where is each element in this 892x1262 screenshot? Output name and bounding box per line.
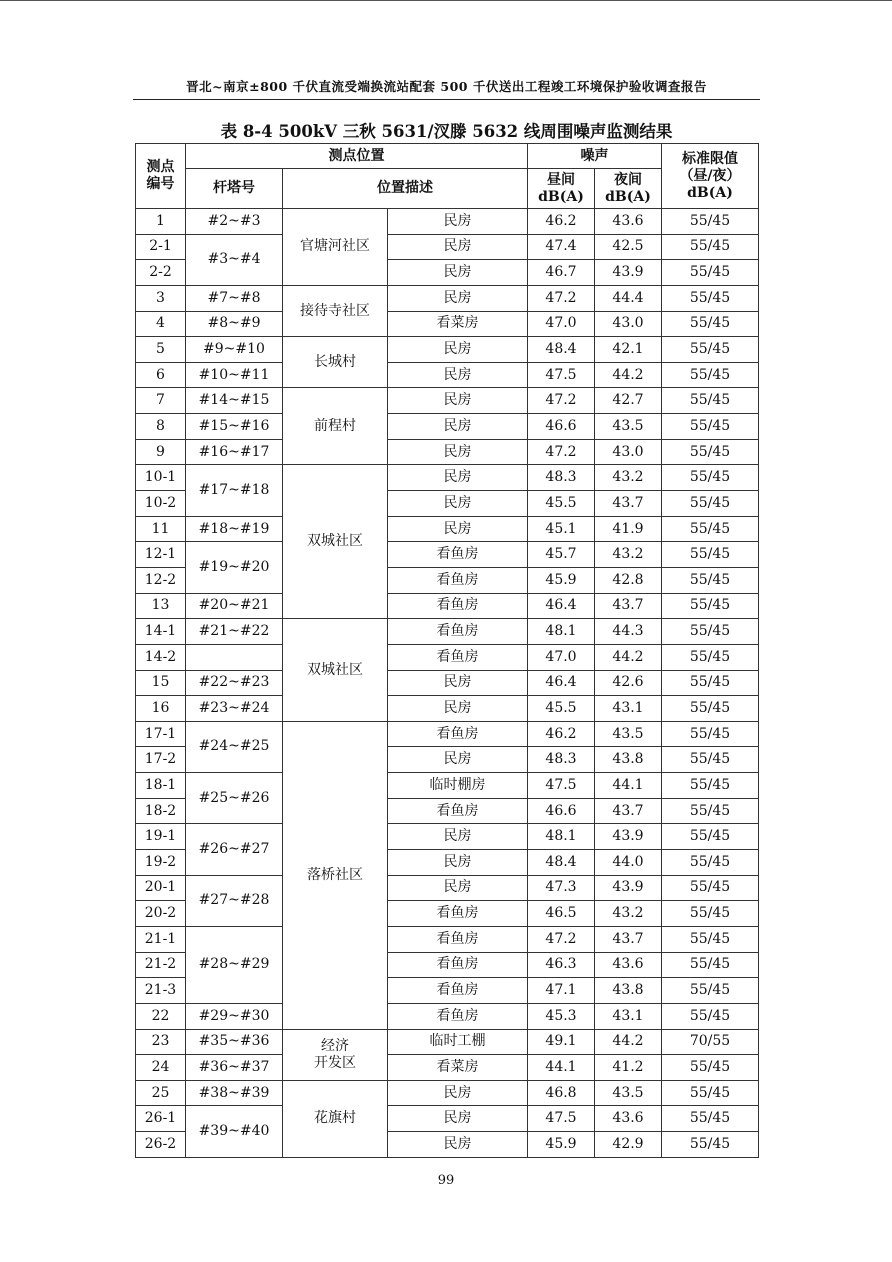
header-night: 夜间 dB(A) xyxy=(595,169,662,209)
day-noise-cell: 45.9 xyxy=(528,567,595,593)
limit-cell: 55/45 xyxy=(662,593,759,619)
point-id-cell: 15 xyxy=(136,670,186,696)
point-id-cell: 21-2 xyxy=(136,952,186,978)
limit-cell: 55/45 xyxy=(662,260,759,286)
tower-cell: #26~#27 xyxy=(186,824,283,875)
night-noise-cell: 44.3 xyxy=(595,619,662,645)
night-noise-cell: 42.1 xyxy=(595,337,662,363)
tower-cell: #21~#22 xyxy=(186,619,283,645)
header-rule xyxy=(133,99,760,100)
area-cell: 官塘河社区 xyxy=(283,209,388,286)
description-cell: 民房 xyxy=(388,465,528,491)
point-id-cell: 12-2 xyxy=(136,567,186,593)
day-noise-cell: 47.5 xyxy=(528,1106,595,1132)
day-noise-cell: 47.0 xyxy=(528,311,595,337)
description-cell: 民房 xyxy=(388,414,528,440)
description-cell: 民房 xyxy=(388,491,528,517)
night-noise-cell: 44.2 xyxy=(595,362,662,388)
point-id-cell: 8 xyxy=(136,414,186,440)
description-cell: 民房 xyxy=(388,875,528,901)
area-cell: 经济 开发区 xyxy=(283,1029,388,1080)
table-row xyxy=(136,516,759,542)
table-row xyxy=(136,285,759,311)
night-noise-cell: 43.6 xyxy=(595,1106,662,1132)
limit-cell: 55/45 xyxy=(662,567,759,593)
tower-cell: #2~#3 xyxy=(186,209,283,235)
night-noise-cell: 42.5 xyxy=(595,234,662,260)
tower-cell: #28~#29 xyxy=(186,926,283,1003)
point-id-cell: 18-2 xyxy=(136,798,186,824)
limit-cell: 55/45 xyxy=(662,491,759,517)
day-noise-cell: 45.1 xyxy=(528,516,595,542)
area-cell: 接待寺社区 xyxy=(283,285,388,336)
point-id-cell: 17-1 xyxy=(136,721,186,747)
description-cell: 民房 xyxy=(388,1132,528,1158)
night-noise-cell: 44.4 xyxy=(595,285,662,311)
point-id-cell: 10-2 xyxy=(136,491,186,517)
table-row xyxy=(136,388,759,414)
limit-cell: 55/45 xyxy=(662,824,759,850)
day-noise-cell: 47.2 xyxy=(528,439,595,465)
point-id-cell: 11 xyxy=(136,516,186,542)
point-id-cell: 1 xyxy=(136,209,186,235)
day-noise-cell: 48.3 xyxy=(528,747,595,773)
description-cell: 民房 xyxy=(388,285,528,311)
day-noise-cell: 45.5 xyxy=(528,491,595,517)
night-noise-cell: 44.2 xyxy=(595,1029,662,1055)
point-id-cell: 2-1 xyxy=(136,234,186,260)
night-noise-cell: 43.8 xyxy=(595,978,662,1004)
limit-cell: 55/45 xyxy=(662,619,759,645)
day-noise-cell: 46.6 xyxy=(528,798,595,824)
area-cell: 前程村 xyxy=(283,388,388,465)
limit-cell: 55/45 xyxy=(662,311,759,337)
table-row xyxy=(136,644,759,670)
top-border-line xyxy=(0,0,892,1)
day-noise-cell: 46.2 xyxy=(528,721,595,747)
description-cell: 民房 xyxy=(388,337,528,363)
day-noise-cell: 45.9 xyxy=(528,1132,595,1158)
limit-cell: 55/45 xyxy=(662,875,759,901)
day-noise-cell: 48.1 xyxy=(528,619,595,645)
area-cell: 双城社区 xyxy=(283,465,388,619)
table-row xyxy=(136,209,759,235)
tower-cell: #23~#24 xyxy=(186,696,283,722)
tower-cell: #15~#16 xyxy=(186,414,283,440)
tower-cell: #36~#37 xyxy=(186,1055,283,1081)
tower-cell xyxy=(186,644,283,670)
table-row xyxy=(136,773,759,799)
day-noise-cell: 47.2 xyxy=(528,926,595,952)
night-noise-cell: 44.1 xyxy=(595,773,662,799)
tower-cell: #16~#17 xyxy=(186,439,283,465)
description-cell: 看鱼房 xyxy=(388,721,528,747)
point-id-cell: 16 xyxy=(136,696,186,722)
day-noise-cell: 45.5 xyxy=(528,696,595,722)
table-row xyxy=(136,593,759,619)
header-day: 昼间 dB(A) xyxy=(528,169,595,209)
point-id-cell: 26-1 xyxy=(136,1106,186,1132)
night-noise-cell: 43.1 xyxy=(595,1003,662,1029)
table-row xyxy=(136,1106,759,1132)
header-point-id: 测点 编号 xyxy=(136,144,186,209)
day-noise-cell: 45.3 xyxy=(528,1003,595,1029)
tower-cell: #3~#4 xyxy=(186,234,283,285)
point-id-cell: 17-2 xyxy=(136,747,186,773)
description-cell: 看鱼房 xyxy=(388,798,528,824)
point-id-cell: 14-1 xyxy=(136,619,186,645)
point-id-cell: 23 xyxy=(136,1029,186,1055)
description-cell: 看鱼房 xyxy=(388,567,528,593)
description-cell: 看菜房 xyxy=(388,311,528,337)
limit-cell: 55/45 xyxy=(662,901,759,927)
day-noise-cell: 47.5 xyxy=(528,773,595,799)
description-cell: 民房 xyxy=(388,696,528,722)
point-id-cell: 21-1 xyxy=(136,926,186,952)
day-noise-cell: 47.2 xyxy=(528,388,595,414)
table-row xyxy=(136,1029,759,1055)
point-id-cell: 5 xyxy=(136,337,186,363)
description-cell: 民房 xyxy=(388,260,528,286)
description-cell: 看鱼房 xyxy=(388,593,528,619)
point-id-cell: 18-1 xyxy=(136,773,186,799)
day-noise-cell: 47.3 xyxy=(528,875,595,901)
description-cell: 民房 xyxy=(388,824,528,850)
night-noise-cell: 43.0 xyxy=(595,311,662,337)
tower-cell: #27~#28 xyxy=(186,875,283,926)
description-cell: 看鱼房 xyxy=(388,619,528,645)
night-noise-cell: 43.7 xyxy=(595,926,662,952)
limit-cell: 55/45 xyxy=(662,388,759,414)
night-noise-cell: 41.9 xyxy=(595,516,662,542)
description-cell: 民房 xyxy=(388,670,528,696)
area-cell: 花旗村 xyxy=(283,1080,388,1157)
description-cell: 民房 xyxy=(388,747,528,773)
limit-cell: 55/45 xyxy=(662,362,759,388)
limit-cell: 55/45 xyxy=(662,285,759,311)
night-noise-cell: 42.9 xyxy=(595,1132,662,1158)
description-cell: 民房 xyxy=(388,1080,528,1106)
description-cell: 看鱼房 xyxy=(388,1003,528,1029)
day-noise-cell: 46.4 xyxy=(528,670,595,696)
tower-cell: #17~#18 xyxy=(186,465,283,516)
table-row xyxy=(136,696,759,722)
tower-cell: #39~#40 xyxy=(186,1106,283,1157)
table-row xyxy=(136,439,759,465)
night-noise-cell: 43.5 xyxy=(595,721,662,747)
description-cell: 民房 xyxy=(388,850,528,876)
tower-cell: #18~#19 xyxy=(186,516,283,542)
tower-cell: #35~#36 xyxy=(186,1029,283,1055)
point-id-cell: 20-2 xyxy=(136,901,186,927)
day-noise-cell: 47.5 xyxy=(528,362,595,388)
description-cell: 看鱼房 xyxy=(388,926,528,952)
table-row xyxy=(136,542,759,568)
description-cell: 看鱼房 xyxy=(388,978,528,1004)
night-noise-cell: 41.2 xyxy=(595,1055,662,1081)
description-cell: 民房 xyxy=(388,388,528,414)
description-cell: 看鱼房 xyxy=(388,952,528,978)
description-cell: 看菜房 xyxy=(388,1055,528,1081)
night-noise-cell: 43.2 xyxy=(595,542,662,568)
day-noise-cell: 46.3 xyxy=(528,952,595,978)
night-noise-cell: 43.6 xyxy=(595,209,662,235)
limit-cell: 55/45 xyxy=(662,1003,759,1029)
night-noise-cell: 43.2 xyxy=(595,901,662,927)
limit-cell: 55/45 xyxy=(662,747,759,773)
point-id-cell: 6 xyxy=(136,362,186,388)
day-noise-cell: 46.4 xyxy=(528,593,595,619)
point-id-cell: 12-1 xyxy=(136,542,186,568)
limit-cell: 55/45 xyxy=(662,209,759,235)
night-noise-cell: 43.2 xyxy=(595,465,662,491)
night-noise-cell: 43.8 xyxy=(595,747,662,773)
night-noise-cell: 43.7 xyxy=(595,491,662,517)
limit-cell: 55/45 xyxy=(662,337,759,363)
day-noise-cell: 46.6 xyxy=(528,414,595,440)
point-id-cell: 4 xyxy=(136,311,186,337)
limit-cell: 55/45 xyxy=(662,1080,759,1106)
day-noise-cell: 47.1 xyxy=(528,978,595,1004)
area-cell: 长城村 xyxy=(283,337,388,388)
header-tower: 杆塔号 xyxy=(186,169,283,209)
header-description: 位置描述 xyxy=(283,169,528,209)
limit-cell: 55/45 xyxy=(662,542,759,568)
table-row xyxy=(136,721,759,747)
point-id-cell: 21-3 xyxy=(136,978,186,1004)
night-noise-cell: 43.5 xyxy=(595,1080,662,1106)
limit-cell: 55/45 xyxy=(662,234,759,260)
limit-cell: 55/45 xyxy=(662,978,759,1004)
description-cell: 看鱼房 xyxy=(388,644,528,670)
limit-cell: 55/45 xyxy=(662,439,759,465)
day-noise-cell: 46.2 xyxy=(528,209,595,235)
description-cell: 民房 xyxy=(388,1106,528,1132)
night-noise-cell: 43.9 xyxy=(595,875,662,901)
tower-cell: #10~#11 xyxy=(186,362,283,388)
day-noise-cell: 47.4 xyxy=(528,234,595,260)
day-noise-cell: 45.7 xyxy=(528,542,595,568)
limit-cell: 55/45 xyxy=(662,516,759,542)
night-noise-cell: 43.0 xyxy=(595,439,662,465)
point-id-cell: 22 xyxy=(136,1003,186,1029)
limit-cell: 55/45 xyxy=(662,1106,759,1132)
limit-cell: 55/45 xyxy=(662,1055,759,1081)
running-header: 晋北~南京±800 千伏直流受端换流站配套 500 千伏送出工程竣工环境保护验收调查报告 xyxy=(186,79,707,94)
header-limit: 标准限值 （昼/夜） dB(A) xyxy=(662,144,759,209)
area-cell: 落桥社区 xyxy=(283,721,388,1029)
table-row xyxy=(136,414,759,440)
day-noise-cell: 49.1 xyxy=(528,1029,595,1055)
description-cell: 民房 xyxy=(388,209,528,235)
tower-cell: #24~#25 xyxy=(186,721,283,772)
table-row xyxy=(136,619,759,645)
limit-cell: 55/45 xyxy=(662,721,759,747)
night-noise-cell: 44.0 xyxy=(595,850,662,876)
tower-cell: #9~#10 xyxy=(186,337,283,363)
point-id-cell: 24 xyxy=(136,1055,186,1081)
limit-cell: 55/45 xyxy=(662,798,759,824)
limit-cell: 55/45 xyxy=(662,952,759,978)
day-noise-cell: 46.7 xyxy=(528,260,595,286)
point-id-cell: 20-1 xyxy=(136,875,186,901)
noise-results-table xyxy=(135,143,759,1158)
table-row xyxy=(136,362,759,388)
description-cell: 民房 xyxy=(388,362,528,388)
limit-cell: 70/55 xyxy=(662,1029,759,1055)
point-id-cell: 7 xyxy=(136,388,186,414)
limit-cell: 55/45 xyxy=(662,465,759,491)
tower-cell: #14~#15 xyxy=(186,388,283,414)
day-noise-cell: 47.0 xyxy=(528,644,595,670)
day-noise-cell: 48.3 xyxy=(528,465,595,491)
limit-cell: 55/45 xyxy=(662,850,759,876)
description-cell: 民房 xyxy=(388,439,528,465)
header-noise: 噪声 xyxy=(528,144,662,169)
night-noise-cell: 43.7 xyxy=(595,593,662,619)
table-row xyxy=(136,1055,759,1081)
point-id-cell: 9 xyxy=(136,439,186,465)
page-number: 99 xyxy=(437,1173,455,1188)
table-row xyxy=(136,875,759,901)
description-cell: 临时工棚 xyxy=(388,1029,528,1055)
point-id-cell: 14-2 xyxy=(136,644,186,670)
tower-cell: #20~#21 xyxy=(186,593,283,619)
point-id-cell: 19-2 xyxy=(136,850,186,876)
day-noise-cell: 47.2 xyxy=(528,285,595,311)
table-row xyxy=(136,1003,759,1029)
area-cell: 双城社区 xyxy=(283,619,388,722)
night-noise-cell: 42.7 xyxy=(595,388,662,414)
point-id-cell: 25 xyxy=(136,1080,186,1106)
limit-cell: 55/45 xyxy=(662,926,759,952)
night-noise-cell: 43.9 xyxy=(595,824,662,850)
description-cell: 临时棚房 xyxy=(388,773,528,799)
table-row xyxy=(136,337,759,363)
limit-cell: 55/45 xyxy=(662,773,759,799)
night-noise-cell: 43.6 xyxy=(595,952,662,978)
description-cell: 民房 xyxy=(388,234,528,260)
limit-cell: 55/45 xyxy=(662,644,759,670)
tower-cell: #7~#8 xyxy=(186,285,283,311)
description-cell: 民房 xyxy=(388,516,528,542)
table-row xyxy=(136,1080,759,1106)
night-noise-cell: 44.2 xyxy=(595,644,662,670)
night-noise-cell: 43.5 xyxy=(595,414,662,440)
limit-cell: 55/45 xyxy=(662,696,759,722)
limit-cell: 55/45 xyxy=(662,1132,759,1158)
point-id-cell: 2-2 xyxy=(136,260,186,286)
day-noise-cell: 48.1 xyxy=(528,824,595,850)
day-noise-cell: 46.5 xyxy=(528,901,595,927)
tower-cell: #19~#20 xyxy=(186,542,283,593)
tower-cell: #29~#30 xyxy=(186,1003,283,1029)
night-noise-cell: 42.6 xyxy=(595,670,662,696)
description-cell: 看鱼房 xyxy=(388,542,528,568)
tower-cell: #38~#39 xyxy=(186,1080,283,1106)
tower-cell: #22~#23 xyxy=(186,670,283,696)
table-row xyxy=(136,926,759,952)
limit-cell: 55/45 xyxy=(662,670,759,696)
point-id-cell: 3 xyxy=(136,285,186,311)
header-location: 测点位置 xyxy=(186,144,528,169)
point-id-cell: 13 xyxy=(136,593,186,619)
day-noise-cell: 48.4 xyxy=(528,850,595,876)
night-noise-cell: 43.9 xyxy=(595,260,662,286)
table-row xyxy=(136,465,759,491)
point-id-cell: 26-2 xyxy=(136,1132,186,1158)
tower-cell: #8~#9 xyxy=(186,311,283,337)
night-noise-cell: 42.8 xyxy=(595,567,662,593)
description-cell: 看鱼房 xyxy=(388,901,528,927)
day-noise-cell: 44.1 xyxy=(528,1055,595,1081)
night-noise-cell: 43.1 xyxy=(595,696,662,722)
tower-cell: #25~#26 xyxy=(186,773,283,824)
day-noise-cell: 46.8 xyxy=(528,1080,595,1106)
table-body xyxy=(136,209,759,1158)
night-noise-cell: 43.7 xyxy=(595,798,662,824)
table-row xyxy=(136,824,759,850)
point-id-cell: 19-1 xyxy=(136,824,186,850)
day-noise-cell: 48.4 xyxy=(528,337,595,363)
table-row xyxy=(136,311,759,337)
table-row xyxy=(136,670,759,696)
point-id-cell: 10-1 xyxy=(136,465,186,491)
table-title: 表 8-4 500kV 三秋 5631/汊滕 5632 线周围噪声监测结果 xyxy=(220,122,673,141)
limit-cell: 55/45 xyxy=(662,414,759,440)
table-row xyxy=(136,234,759,260)
